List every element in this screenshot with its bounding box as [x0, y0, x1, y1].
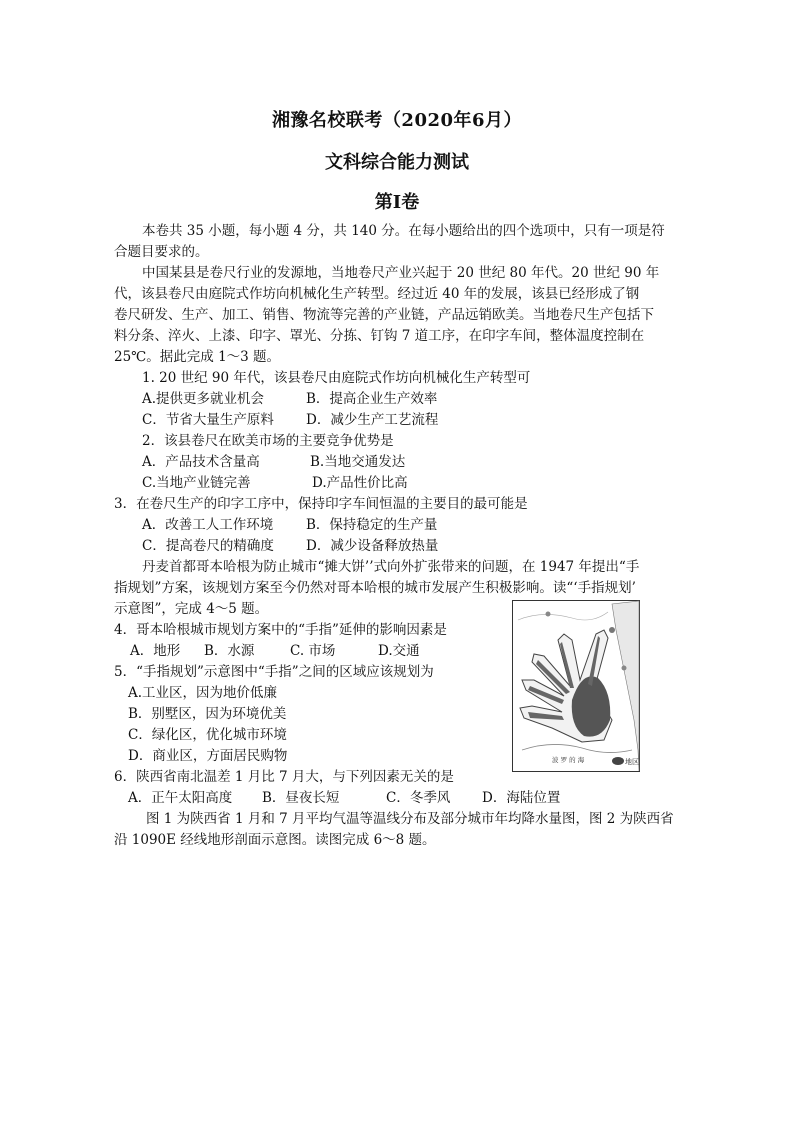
passage2-line-2: 指规划”方案，该规划方案至今仍然对哥本哈根的城市发展产生积极影响。读“‘手指规划’ — [114, 580, 636, 596]
q5-option-d: D．商业区，方面居民购物 — [128, 748, 288, 764]
q3-option-b: B．保持稳定的生产量 — [306, 517, 438, 533]
q6-option-d: D．海陆位置 — [482, 790, 561, 806]
q2-stem: 2．该县卷尺在欧美市场的主要竞争优势是 — [142, 433, 394, 449]
q1-option-d: D．减少生产工艺流程 — [306, 412, 439, 428]
q4-option-c: C. 市场 — [290, 643, 336, 659]
passage1-line-3: 卷尺研发、生产、加工、销售、物流等完善的产业链，产品远销欧美。当地卷尺生产包括下 — [114, 307, 654, 323]
passage2-line-1: 丹麦首都哥本哈根为防止城市“摊大饼’’式向外扩张带来的问题，在 1947 年提出“手 — [142, 559, 640, 575]
q1-option-c: C．节省大量生产原料 — [142, 412, 274, 428]
q6-option-c: C．冬季风 — [386, 790, 451, 806]
exam-subtitle: 文科综合能力测试 — [325, 152, 469, 173]
q6-option-b: B．昼夜长短 — [262, 790, 340, 806]
intro-line-1: 本卷共 35 小题，每小题 4 分，共 140 分。在每小题给出的四个选项中，只有一项是符 — [142, 223, 665, 239]
section-title: 第Ⅰ卷 — [374, 192, 420, 213]
passage1-line-4: 料分条、淬火、上漆、印字、罩光、分拣、钉钩 7 道工序，在印字车间，整体温度控制在 — [114, 328, 645, 344]
q2-option-b: B.当地交通发达 — [310, 454, 406, 470]
q3-stem: 3．在卷尺生产的印字工序中，保持印字车间恒温的主要目的最可能是 — [114, 496, 528, 512]
q4-option-a: A．地形 — [130, 643, 181, 659]
q2-option-c: C.当地产业链完善 — [142, 475, 251, 491]
passage1-line-1: 中国某县是卷尺行业的发源地，当地卷尺产业兴起于 20 世纪 80 年代。20 世纪 90 年 — [142, 265, 660, 281]
q5-stem: 5．“手指规划”示意图中“手指”之间的区域应该规划为 — [114, 664, 434, 680]
passage1-line-5: 25℃。据此完成 1～3 题。 — [114, 349, 281, 365]
passage3-line-1: 图 1 为陕西省 1 月和 7 月平均气温等温线分布及部分城市年均降水量图，图 2 为陕西省 — [146, 811, 674, 827]
passage1-line-2: 代，该县卷尺由庭院式作坊向机械化生产转型。经过近 40 年的发展，该县已经形成了钢 — [114, 286, 640, 302]
q2-option-d: D.产品性价比高 — [312, 475, 408, 491]
finger-plan-map — [512, 600, 640, 772]
q5-option-a: A.工业区，因为地价低廉 — [128, 685, 278, 701]
sea-label: 波 罗 的 海 — [552, 756, 585, 764]
q6-option-a: A．正午太阳高度 — [128, 790, 233, 806]
q1-stem: 1. 20 世纪 90 年代，该县卷尺由庭院式作坊向机械化生产转型可 — [142, 370, 531, 386]
q3-option-c: C．提高卷尺的精确度 — [142, 538, 274, 554]
q4-stem: 4．哥本哈根城市规划方案中的“手指”延伸的影响因素是 — [114, 622, 447, 638]
exam-title: 湘豫名校联考（2020年6月） — [271, 110, 523, 131]
intro-line-2: 合题目要求的。 — [114, 244, 209, 260]
q3-option-a: A．改善工人工作环境 — [142, 517, 274, 533]
q6-stem: 6．陕西省南北温差 1 月比 7 月大，与下列因素无关的是 — [114, 769, 454, 785]
q2-option-a: A．产品技术含量高 — [142, 454, 260, 470]
q1-option-a: A.提供更多就业机会 — [142, 391, 265, 407]
q5-option-b: B．别墅区，因为环境优美 — [128, 706, 287, 722]
q4-option-b: B．水源 — [204, 643, 255, 659]
finger-plan-map-graphic — [512, 600, 640, 772]
q1-option-b: B．提高企业生产效率 — [306, 391, 438, 407]
passage2-line-3: 示意图”，完成 4～5 题。 — [114, 601, 269, 617]
legend-label: 地区 — [625, 758, 639, 766]
passage3-line-2: 沿 1090E 经线地形剖面示意图。读图完成 6～8 题。 — [114, 832, 436, 848]
q3-option-d: D．减少设备释放热量 — [306, 538, 439, 554]
q5-option-c: C．绿化区，优化城市环境 — [128, 727, 287, 743]
q4-option-d: D.交通 — [378, 643, 420, 659]
